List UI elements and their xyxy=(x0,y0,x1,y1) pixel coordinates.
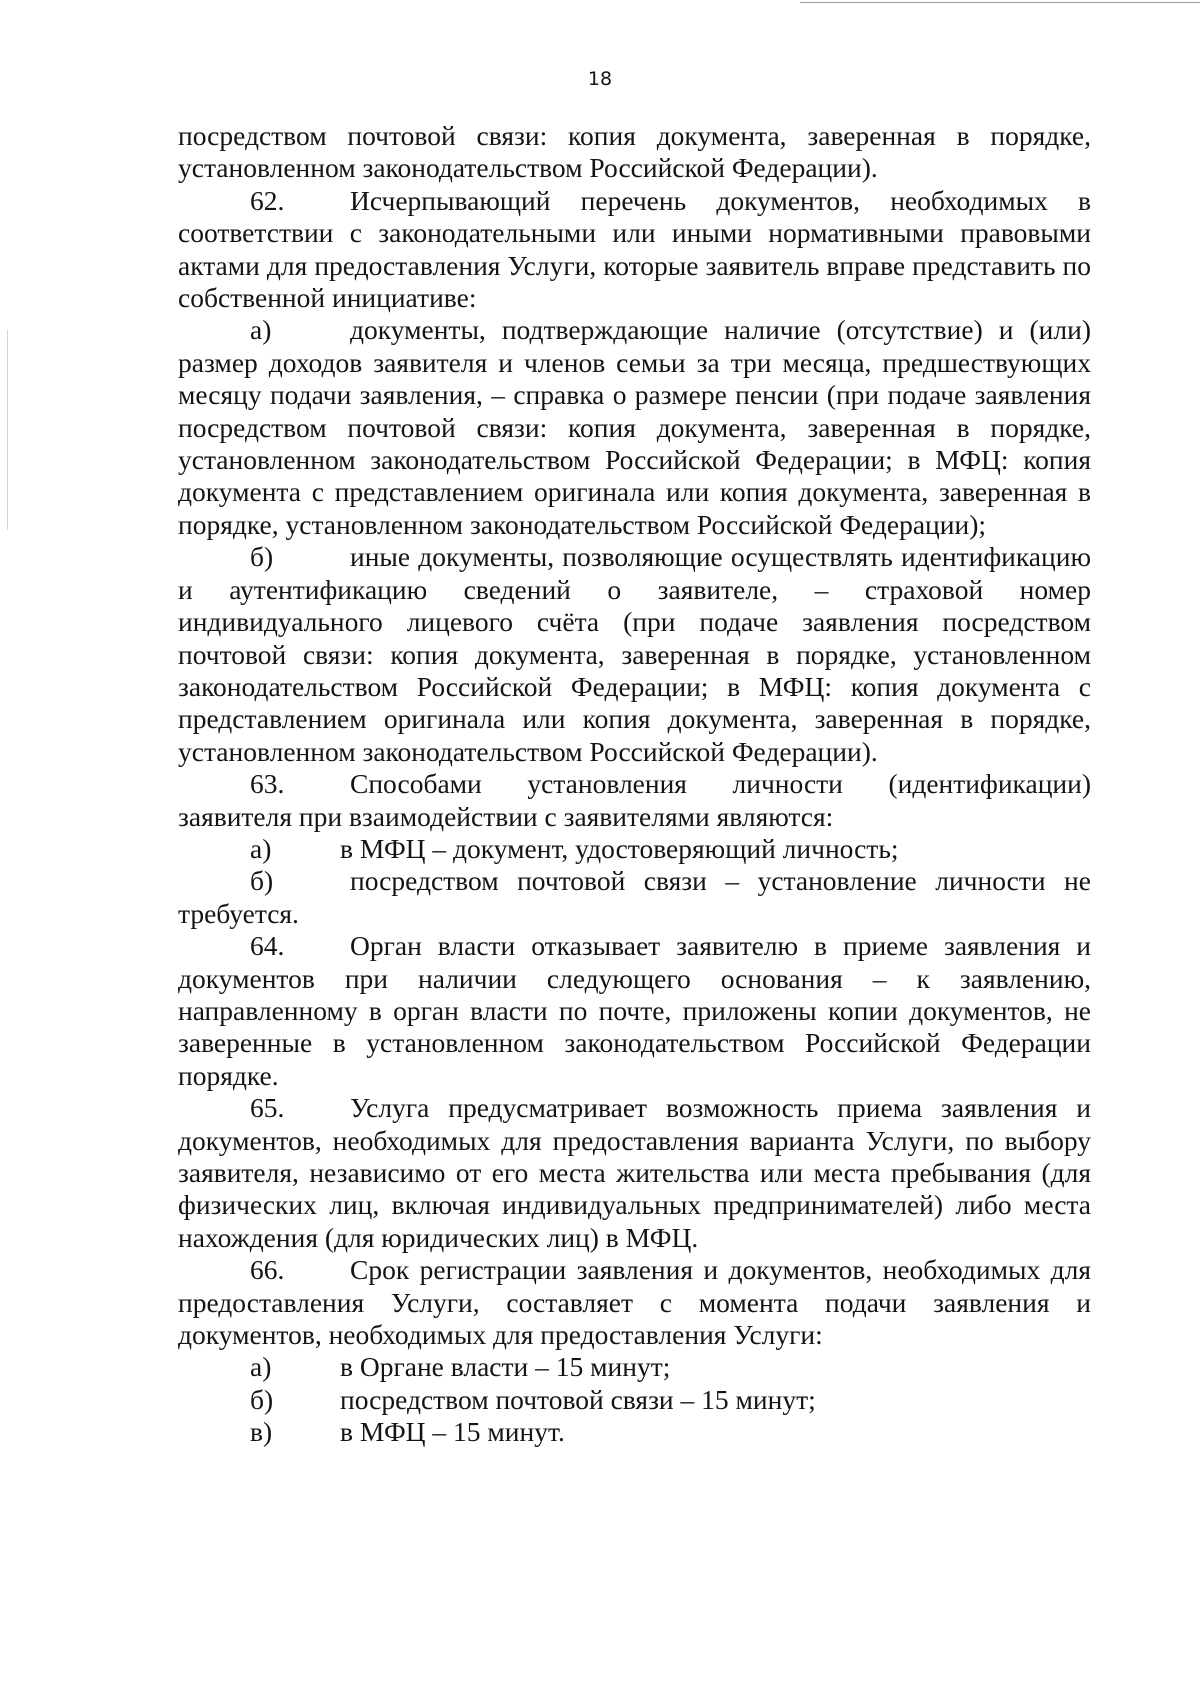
scan-edge-left xyxy=(7,330,8,530)
item-text: в Органе власти – 15 минут; xyxy=(340,1351,671,1383)
clause-number: 62. xyxy=(250,184,285,216)
clause-62 xyxy=(178,185,1091,315)
item-marker: а) xyxy=(250,314,272,346)
item-marker: а) xyxy=(250,832,272,864)
item-text: в МФЦ – документ, удостоверяющий личность; xyxy=(340,832,899,864)
clause-63-item-a xyxy=(178,833,1091,865)
clause-number: 64. xyxy=(250,930,285,962)
clause-63 xyxy=(178,768,1091,833)
item-marker: б) xyxy=(250,865,274,897)
item-marker: а) xyxy=(250,1351,272,1383)
clause-number: 65. xyxy=(250,1092,285,1124)
item-marker: б) xyxy=(250,541,274,573)
intro-paragraph: посредством почтовой связи: копия документа, заверенная в порядке, установленном законодательством Российской Федерации). xyxy=(178,120,1091,184)
clause-text: Срок регистрации заявления и документов, необходимых для предоставления Услуги, составляет с момента подачи заявления и документов, необходимых для предоставления Услуги: xyxy=(178,1254,1091,1351)
clause-text: Услуга предусматривает возможность приема заявления и документов, необходимых для предоставления варианта Услуги, по выбору заявителя, независимо от его места жительства или места пребывания (для физических лиц, включая индивидуальных предпринимателей) либо места нахождения (для юридических лиц) в МФЦ. xyxy=(178,1092,1091,1253)
clause-66 xyxy=(178,1254,1091,1351)
clause-66-item-b xyxy=(178,1384,1091,1416)
item-text: посредством почтовой связи – установление личности не требуется. xyxy=(178,865,1091,929)
clause-64 xyxy=(178,930,1091,1092)
scan-edge-top xyxy=(800,2,1200,3)
clause-text: Способами установления личности (идентификации) заявителя при взаимодействии с заявителями являются: xyxy=(178,768,1091,832)
document-body xyxy=(178,120,1091,1449)
item-marker: б) xyxy=(250,1383,274,1415)
clause-text: Исчерпывающий перечень документов, необходимых в соответствии с законодательными или иными нормативными правовыми актами для предоставления Услуги, которые заявитель вправе представить по собственной инициативе: xyxy=(178,184,1091,314)
clause-62-item-b xyxy=(178,541,1091,768)
clause-63-item-b xyxy=(178,865,1091,930)
item-marker: в) xyxy=(250,1416,273,1448)
clause-text: Орган власти отказывает заявителю в приеме заявления и документов при наличии следующего основания – к заявлению, направленному в орган власти по почте, приложены копии документов, не заверенные в установленном законодательством Российской Федерации порядке. xyxy=(178,930,1091,1091)
item-text: посредством почтовой связи – 15 минут; xyxy=(340,1383,816,1415)
item-text: документы, подтверждающие наличие (отсутствие) и (или) размер доходов заявителя и членов семьи за три месяца, предшествующих месяцу подачи заявления, – справка о размере пенсии (при подаче заявления посредством почтовой связи: копия документа, заверенная в порядке, установленном законодательством Российской Федерации; в МФЦ: копия документа с представлением оригинала или копия документа, заверенная в порядке, установленном законодательством Российской Федерации); xyxy=(178,314,1091,540)
page-number: 18 xyxy=(587,68,613,90)
clause-number: 63. xyxy=(250,768,285,800)
clause-66-item-a xyxy=(178,1351,1091,1383)
clause-62-item-a xyxy=(178,314,1091,541)
item-text: иные документы, позволяющие осуществлять идентификацию и аутентификацию сведений о заявителе, – страховой номер индивидуального лицевого счёта (при подаче заявления посредством почтовой связи: копия документа, заверенная в порядке, установленном законодательством Российской Федерации; в МФЦ: копия документа с представлением оригинала или копия документа, заверенная в порядке, установленном законодательством Российской Федерации). xyxy=(178,541,1091,767)
clause-number: 66. xyxy=(250,1254,285,1286)
clause-65 xyxy=(178,1092,1091,1254)
item-text: в МФЦ – 15 минут. xyxy=(340,1416,565,1448)
clause-66-item-v xyxy=(178,1416,1091,1448)
